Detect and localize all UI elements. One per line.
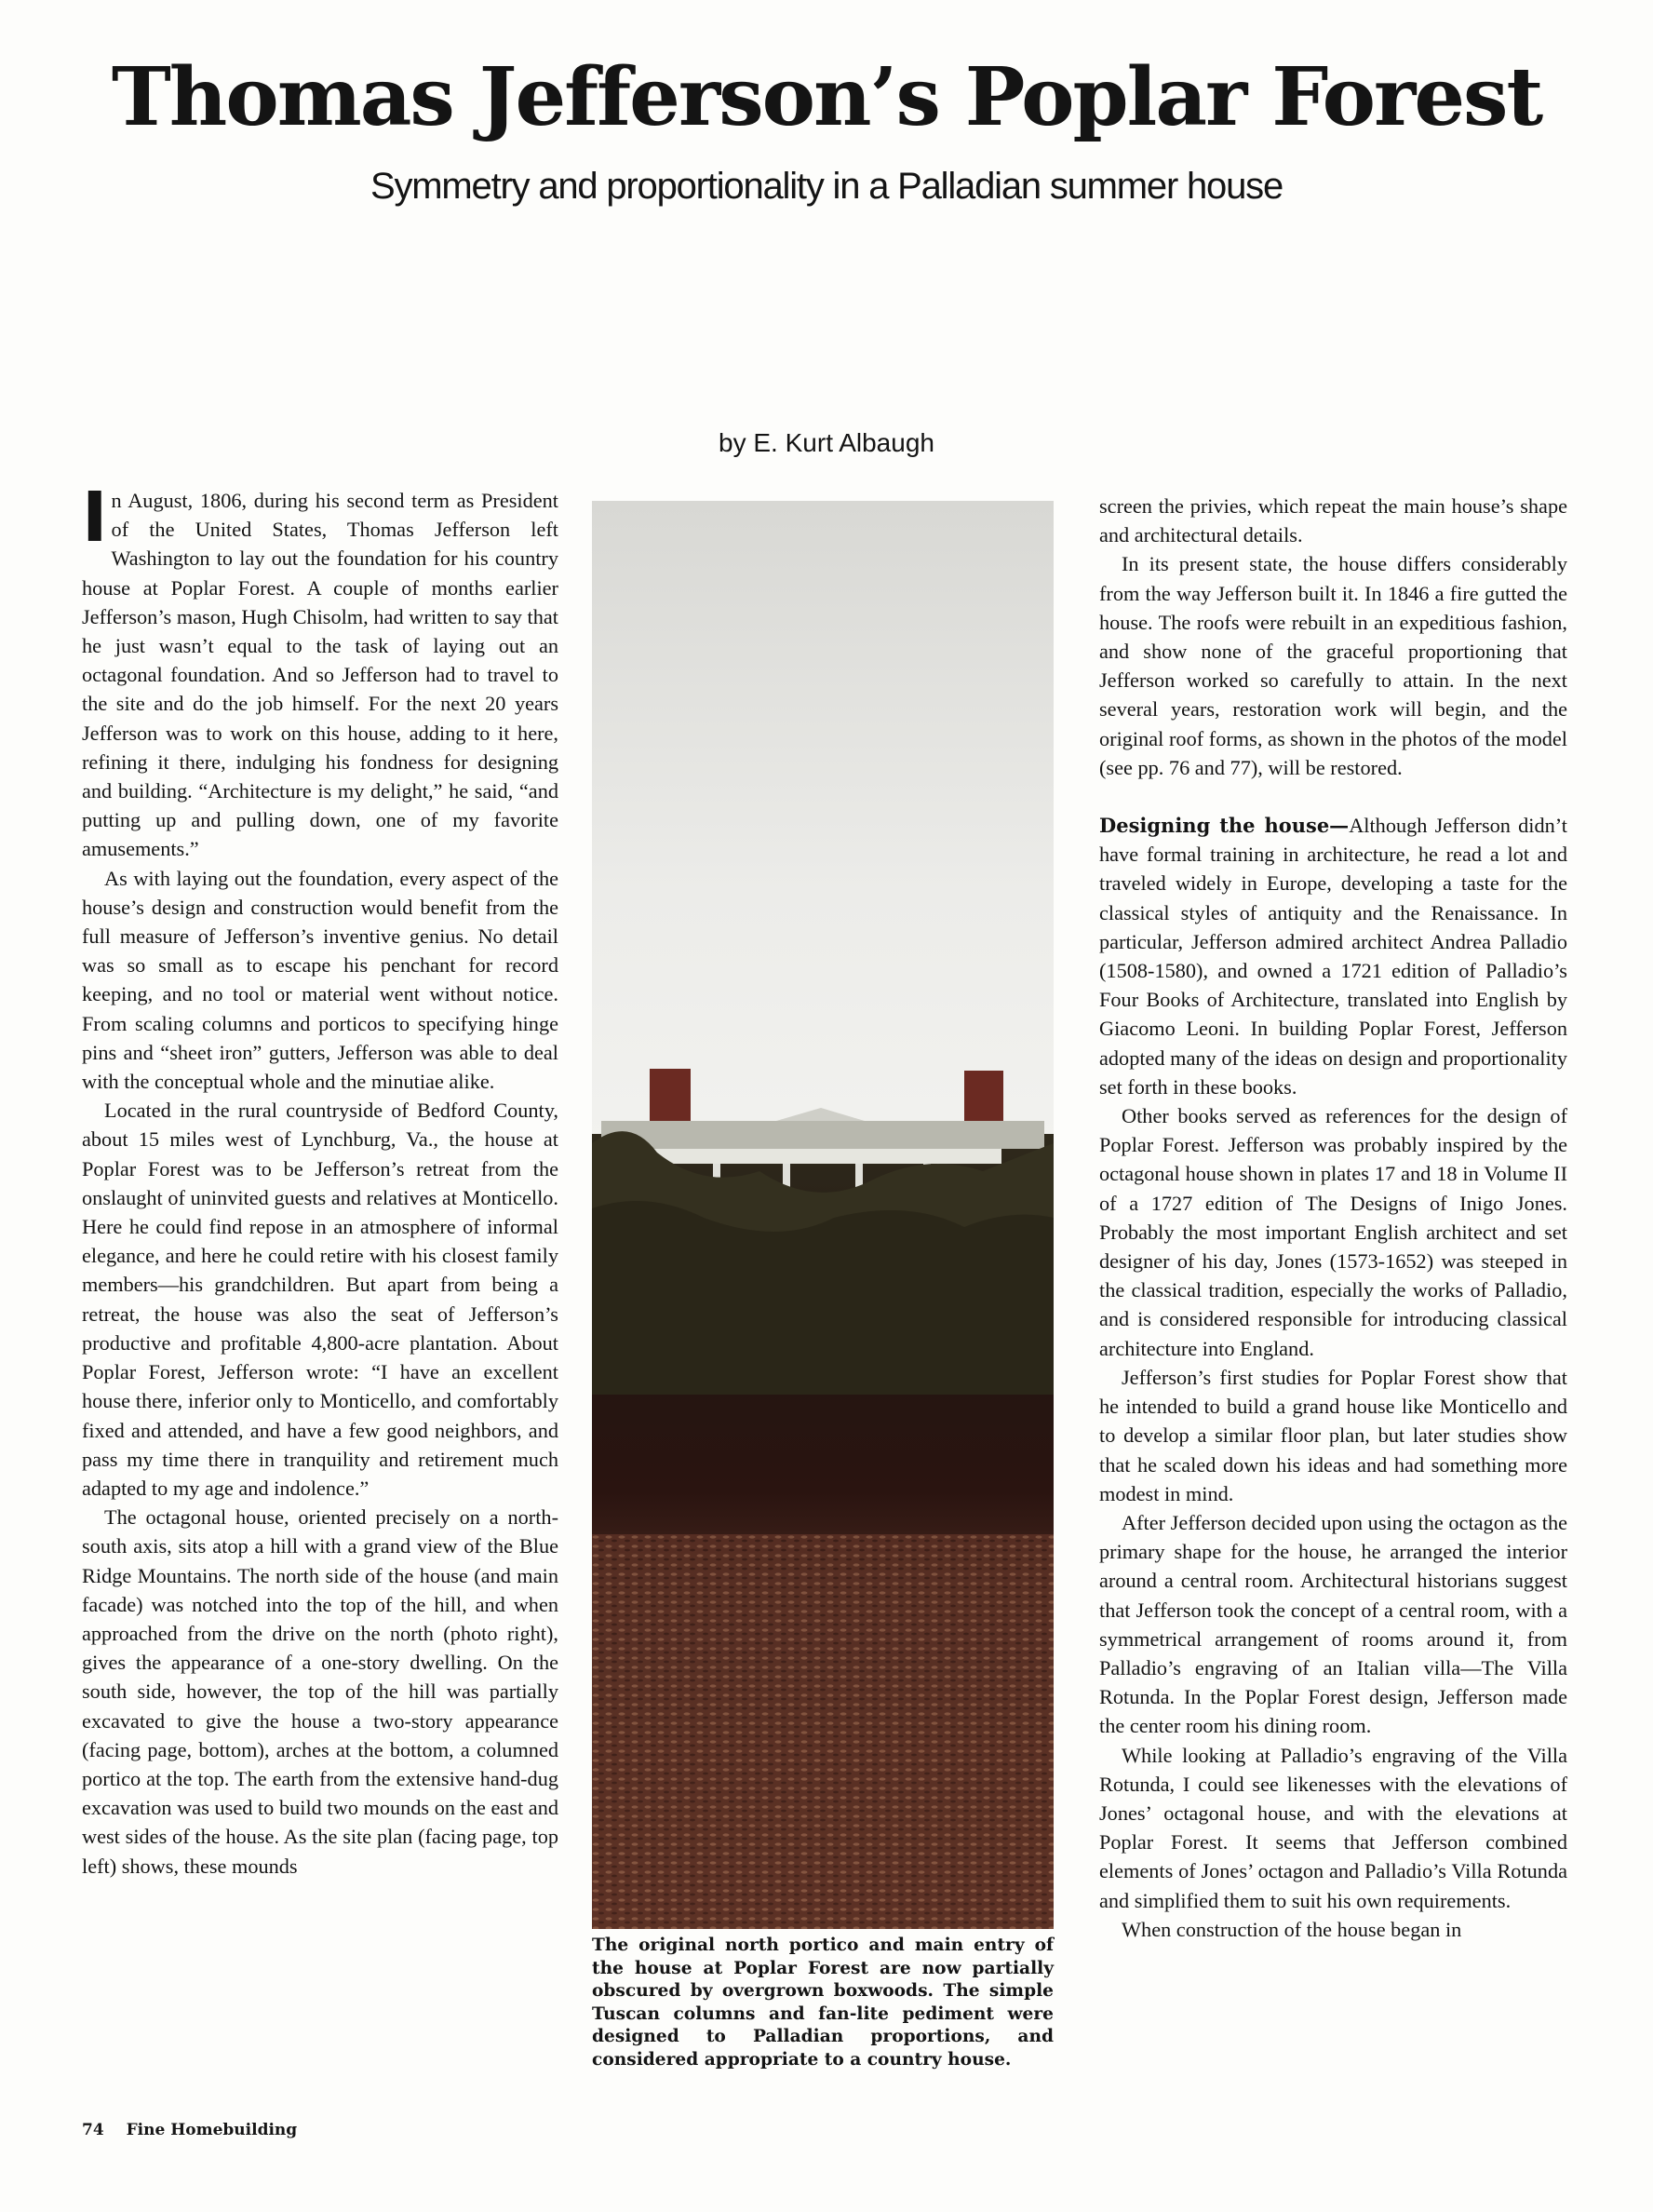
section-heading: Designing the house— <box>1099 814 1350 838</box>
house-photo <box>592 501 1054 1929</box>
right-text-column <box>1099 492 1567 1944</box>
west-chimney <box>650 1069 691 1121</box>
paragraph: After Jefferson decided upon using the octagon as the primary shape for the house, he arranged the interior around a central room. Architectural historians suggest that Jefferson took the concept of a central room, with a symmetrical arrangement of rooms around it, from Palladio’s engraving of an Italian villa—The Villa Rotunda. In the Poplar Forest design, Jefferson made the center room his dining room. <box>1099 1510 1567 1738</box>
paragraph: Jefferson’s first studies for Poplar Forest show that he intended to build a grand house like Monticello and to develop a similar floor plan, but later studies show that he scaled down his ideas and had something more modest in mind. <box>1099 1365 1567 1505</box>
paragraph: As with laying out the foundation, every aspect of the house’s design and construction would benefit from the full measure of Jefferson’s inventive genius. No detail was so small as to escape his penchant for record keeping, and no tool or material went without notice. From scaling columns and porticos to specifying hinge pins and “sheet iron” gutters, Jefferson was able to deal with the conceptual whole and the minutiae alike. <box>82 866 558 1094</box>
paragraph <box>1099 811 1567 1101</box>
paragraph: In its present state, the house differs considerably from the way Jefferson built it. In 1846 a fire gutted the house. The roofs were rebuilt in an expeditious fashion, and show none of the graceful proportioning that Jefferson worked so carefully to attain. In the next several years, restoration work will begin, and the original roof forms, as shown in the photos of the model (see pp. 76 and 77), will be restored. <box>1099 552 1567 779</box>
publication-name: Fine Homebuilding <box>126 2121 298 2139</box>
article-subtitle: Symmetry and proportionality in a Palladian summer house <box>370 166 1283 207</box>
article-title: Thomas Jefferson’s Poplar Forest <box>111 50 1542 144</box>
paragraph: Other books served as references for the design of Poplar Forest. Jefferson was probably inspired by the octagonal house shown in plates 17 and 18 in Volume II of a 1727 edition of The Designs of Inigo Jones. Probably the most important English architect and set designer of his day, Jones (1573-1652) was steeped in the classical tradition, especially the works of Palladio, and is considered responsible for introducing classical architecture into England. <box>1099 1104 1567 1360</box>
fallen-leaves <box>592 1534 1054 1929</box>
paragraph: While looking at Palladio’s engraving of the Villa Rotunda, I could see likenesses with the elevations of Jones’ octagonal house, and with the elevations at Poplar Forest. It seems that Jefferson combined elements of Jones’ octagon and Palladio’s Villa Rotunda and simplified them to suit his own requirements. <box>1099 1743 1567 1912</box>
roofline <box>601 1121 1044 1149</box>
paragraph-text: n August, 1806, during his second term as President of the United States, Thomas Jefferson left Washington to lay out the foundation for his country house at Poplar Forest. A couple of months earlier Jefferson’s mason, Hugh Chisolm, had written to say that he just wasn’t equal to the task of laying out an octagonal foundation. And so Jefferson had to travel to the site and do the job himself. For the next 20 years Jefferson was to work on this house, adding to it here, refining it there, indulging his fondness for designing and building. “Architecture is my delight,” he said, “and putting up and pulling down, one of my favorite amusements.” <box>82 489 558 861</box>
paragraph: Located in the rural countryside of Bedford County, about 15 miles west of Lynchburg, Va., the house at Poplar Forest was to be Jefferson’s retreat from the onslaught of uninvited guests and relatives at Monticello. Here he could find repose in an atmosphere of informal elegance, and here he could retire with his closest family members—his grandchildren. But apart from being a retreat, the house was also the seat of Jefferson’s productive and profitable 4,800-acre plantation. About Poplar Forest, Jefferson wrote: “I have an excellent house there, inferior only to Monticello, and comfortably fixed and attended, and have a few good neighbors, and pass my time there in tranquility and retirement much adapted to my age and indolence.” <box>82 1099 558 1500</box>
photo-caption: The original north portico and main entry of the house at Poplar Forest are now partially obscured by overgrown boxwoods. The simple Tuscan columns and fan-lite pediment were designed to Palladian proportions, and considered appropriate to a country house. <box>592 1936 1054 2070</box>
paragraph: When construction of the house began in <box>1122 1917 1462 1941</box>
byline: by E. Kurt Albaugh <box>719 428 934 457</box>
drop-cap: I <box>82 478 108 558</box>
page-number: 74 <box>82 2121 104 2139</box>
paragraph: screen the privies, which repeat the main house’s shape and architectural details. <box>1099 494 1567 547</box>
north-portico-image <box>592 501 1054 1929</box>
page-footer <box>82 2121 297 2139</box>
paragraph-text: Although Jefferson didn’t have formal training in architecture, he read a lot and traveled widely in Europe, developing a taste for the classical styles of antiquity and the Renaissance. In particular, Jefferson admired architect Andrea Palladio (1508-1580), and owned a 1721 edition of Palladio’s Four Books of Architecture, translated into English by Giacomo Leoni. In building Poplar Forest, Jefferson adopted many of the ideas on design and proportionality set forth in these books. <box>1099 814 1567 1099</box>
east-chimney <box>964 1071 1003 1123</box>
paragraph: The octagonal house, oriented precisely on a north-south axis, sits atop a hill with a grand view of the Blue Ridge Mountains. The north side of the house (and main facade) was notched into the top of the hill, and when approached from the drive on the north (photo right), gives the appearance of a one-story dwelling. On the south side, however, the top of the hill was partially excavated to give the house a two-story appearance (facing page, bottom), arches at the bottom, a columned portico at the top. The earth from the extensive hand-dug excavation was used to build two mounds on the east and west sides of the house. As the site plan (facing page, top left) shows, these mounds <box>82 1505 558 1878</box>
boxwoods-lower <box>592 1201 1054 1395</box>
sky <box>592 501 1054 1153</box>
entablature <box>648 1149 1001 1164</box>
paragraph <box>82 478 558 864</box>
left-text-column <box>82 478 558 1881</box>
